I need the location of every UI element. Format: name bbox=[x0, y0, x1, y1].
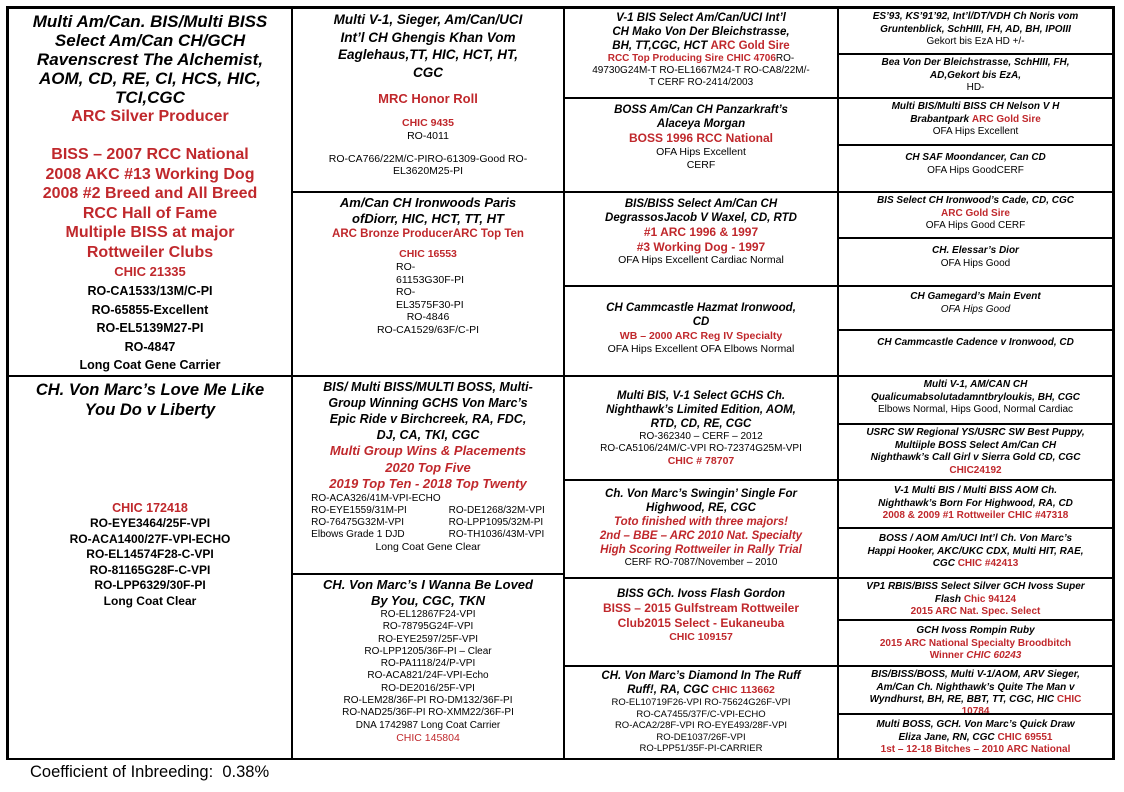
g3-title: WB – 2000 ARC Reg IV Specialty bbox=[619, 330, 783, 342]
g4-name-line: Wyndhurst, BH, RE, BBT, TT, CGC, HIC bbox=[869, 694, 1055, 705]
g4-health: Elbows Normal, Hips Good, Normal Cardiac bbox=[877, 404, 1074, 415]
dam-health: RO-EL14574F28-C-VPI bbox=[86, 547, 214, 561]
ds-name-line: DJ, CA, TKI, CGC bbox=[376, 428, 480, 442]
sd-name-line: ofDiorr, HIC, HCT, TT, HT bbox=[352, 211, 504, 226]
g4-health: OFA Hips Good CERF bbox=[925, 220, 1026, 231]
g3-name-line: Alaceya Morgan bbox=[656, 118, 746, 130]
g4-box bbox=[838, 424, 1113, 480]
g4-box bbox=[838, 714, 1113, 760]
g4-health: OFA Hips Good bbox=[940, 303, 1011, 315]
sds-box bbox=[564, 192, 838, 286]
coi-label: Coefficient of Inbreeding: bbox=[30, 763, 214, 781]
g3-health: OFA Hips Excellent Cardiac Normal bbox=[618, 254, 784, 266]
coefficient-of-inbreeding bbox=[30, 760, 269, 784]
g4-name-line: BIS/BISS/BOSS, Multi V-1/AOM, ARV Sieger, bbox=[871, 669, 1080, 680]
g3-honor: #3 Working Dog - 1997 bbox=[636, 239, 766, 254]
g4-name-line: BOSS / AOM Am/UCI Int’l Ch. Von Marc’s bbox=[878, 533, 1073, 544]
g4-honor: 1st – 12-18 Bitches – 2010 ARC National bbox=[880, 744, 1071, 755]
sdd-box bbox=[564, 286, 838, 376]
g3-honor: Toto finished with three majors! bbox=[614, 516, 788, 528]
g4-name-line: VP1 RBIS/BISS Select Silver GCH Ivoss Super bbox=[866, 581, 1085, 592]
sire-name-line: TCI,CGC bbox=[115, 88, 185, 107]
g4-name-line: CH SAF Moondancer, Can CD bbox=[905, 152, 1046, 163]
g4-name-line: Multi V-1, AM/CAN CH bbox=[923, 379, 1028, 390]
ds-honor: Multi Group Wins & Placements bbox=[329, 443, 527, 458]
g4-name-line: Nighthawk’s Born For Highwood, RA, CD bbox=[878, 497, 1073, 509]
sire-honor: BISS – 2007 RCC National bbox=[51, 146, 249, 163]
g4-chic: CHIC 60243 bbox=[966, 650, 1022, 661]
g3-name-line: Multi BIS, V-1 Select GCHS Ch. bbox=[616, 390, 786, 402]
g3-health: T CERF RO-2414/2003 bbox=[648, 77, 754, 88]
sire-chic: CHIC 21335 bbox=[114, 264, 186, 279]
g3-name-line: BH, TT,CGC, HCT bbox=[612, 40, 708, 52]
ds-name-line: BIS/ Multi BISS/MULTI BOSS, Multi- bbox=[323, 380, 533, 394]
g3-name-line: Nighthawk’s Limited Edition, AOM, bbox=[606, 404, 796, 416]
sire-title: ARC Silver Producer bbox=[71, 108, 229, 125]
ss-name-line: CGC bbox=[413, 64, 443, 80]
g4-name-line: Bea Von Der Bleichstrasse, SchHIII, FH, bbox=[881, 57, 1070, 68]
g3-name-line: BOSS Am/Can CH Panzarkraft’s bbox=[614, 104, 788, 116]
sd-health: RO- bbox=[396, 286, 416, 298]
g4-honor: 2015 ARC Nat. Spec. Select bbox=[910, 606, 1041, 617]
g3-chic: CHIC 113662 bbox=[711, 684, 775, 696]
sire-box bbox=[8, 8, 292, 376]
g3-chic: CHIC # 78707 bbox=[667, 455, 735, 467]
ds-health bbox=[445, 493, 549, 505]
g4-name-line: Happi Hooker, AKC/UKC CDX, Multi HIT, RAE, bbox=[867, 545, 1084, 557]
g4-name-line: Brabantpark bbox=[910, 113, 970, 125]
g3-health: CERF bbox=[686, 159, 716, 171]
g3-honor: #1 ARC 1996 & 1997 bbox=[643, 225, 759, 239]
g4-name-line: Gruntenblick, SchHIII, FH, AD, BH, IPOIII bbox=[880, 23, 1071, 35]
g4-box bbox=[838, 578, 1113, 620]
g4-name-line: BIS Select CH Ironwood’s Cade, CD, CGC bbox=[876, 195, 1075, 206]
g4-name-line: CH. Elessar’s Dior bbox=[932, 245, 1019, 256]
g3-name-line: BIS/BISS Select Am/Can CH bbox=[624, 198, 778, 210]
sire-health: RO-CA1533/13M/C-PI bbox=[87, 284, 213, 298]
g3-health: RO-LPP51/35F-PI-CARRIER bbox=[639, 743, 763, 754]
g4-health: OFA Hips Excellent bbox=[932, 126, 1019, 137]
sire-health: RO-4847 bbox=[124, 339, 176, 354]
sss-box bbox=[564, 8, 838, 98]
sire-health: RO-EL5139M27-PI bbox=[96, 321, 204, 335]
g4-name-line: Nighthawk’s Call Girl v Sierra Gold CD, CGC bbox=[870, 452, 1081, 463]
g4-chic: CHIC #47318 bbox=[1007, 510, 1069, 521]
g4-box bbox=[838, 192, 1113, 238]
g3-name-line: DegrassosJacob V Waxel, CD, RTD bbox=[605, 212, 797, 224]
dam-health: RO-ACA1400/27F-VPI-ECHO bbox=[69, 531, 231, 546]
g3-title: ARC Gold Sire bbox=[710, 40, 790, 52]
dd-health: RO-DE2016/25F-VPI bbox=[381, 682, 475, 694]
coi-value: 0.38% bbox=[222, 763, 270, 781]
ds-health: RO-TH1036/43M-VPI bbox=[448, 528, 545, 540]
sire-sire-box bbox=[292, 8, 564, 192]
ds-health: RO-LPP1095/32M-PI bbox=[448, 516, 544, 528]
ss-health bbox=[296, 143, 560, 153]
g4-chic: CHIC24192 bbox=[949, 464, 1002, 476]
dam-box bbox=[8, 376, 292, 760]
g3-honor: Club2015 Select - Eukaneuba bbox=[617, 616, 785, 630]
sd-health: 61153G30F-PI bbox=[396, 273, 465, 286]
dd-chic: CHIC 145804 bbox=[396, 731, 460, 744]
g3-health: RO-DE1037/26F-VPI bbox=[656, 731, 746, 743]
g3-name-line: RTD, CD, RE, CGC bbox=[650, 418, 752, 430]
ss-name-line: Int’l CH Ghengis Khan Vom bbox=[340, 29, 516, 45]
ds-health-table bbox=[307, 493, 549, 541]
dam-health: RO-EYE3464/25F-VPI bbox=[89, 516, 211, 530]
g4-name-line: Multi BOSS, GCH. Von Marc’s Quick Draw bbox=[876, 719, 1075, 730]
sire-name-line: Ravenscrest The Alchemist, bbox=[36, 50, 264, 69]
dss-box bbox=[564, 376, 838, 480]
sd-chic: CHIC 16553 bbox=[399, 248, 457, 260]
g4-name-line: Multiiple BOSS Select Am/Can CH bbox=[894, 439, 1057, 451]
g4-box bbox=[838, 54, 1113, 98]
dd-health: RO-PA1118/24/P-VPI bbox=[380, 658, 476, 670]
sire-honor: RCC Hall of Fame bbox=[82, 204, 218, 222]
g3-health: RO-362340 – CERF – 2012 bbox=[639, 431, 763, 442]
g3-title: BOSS 1996 RCC National bbox=[628, 131, 774, 145]
ssd-box bbox=[564, 98, 838, 192]
dd-health: RO-EL12867F24-VPI bbox=[380, 609, 476, 620]
g3-health: OFA Hips Excellent bbox=[656, 146, 746, 158]
ds-footer: Long Coat Gene Clear bbox=[375, 540, 481, 553]
dd-health: RO-LPP1205/36F-PI – Clear bbox=[364, 645, 492, 657]
dam-dam-box bbox=[292, 574, 564, 760]
dd-name-line: By You, CGC, TKN bbox=[370, 593, 486, 608]
ds-health: RO-ACA326/41M-VPI-ECHO bbox=[311, 492, 441, 504]
g4-chic: 10784 bbox=[961, 705, 990, 714]
g4-chic: CHIC 69551 bbox=[997, 731, 1053, 743]
ds-health-row bbox=[307, 505, 549, 517]
sire-honor: Rottweiler Clubs bbox=[86, 243, 214, 261]
ds-honor: 2020 Top Five bbox=[385, 459, 471, 475]
ss-health: RO-4011 bbox=[407, 130, 449, 142]
dam-name-line: You Do v Liberty bbox=[84, 401, 216, 419]
g4-name-line: Qualicumabsolutadamntbryloukis, BH, CGC bbox=[871, 391, 1080, 403]
dd-health: RO-78795G24F-VPI bbox=[382, 621, 474, 633]
dd-health: RO-LEM28/36F-PI RO-DM132/36F-PI bbox=[343, 695, 513, 707]
dam-sire-box bbox=[292, 376, 564, 574]
g4-name-line: USRC SW Regional YS/USRC SW Best Puppy, bbox=[866, 427, 1085, 438]
g3-health: RO-CA5106/24M/C-VPI RO-72374G25M-VPI bbox=[600, 443, 802, 454]
g4-box bbox=[838, 666, 1113, 714]
sire-honor: 2008 AKC #13 Working Dog bbox=[45, 165, 255, 183]
g4-name-line: V-1 Multi BIS / Multi BISS AOM Ch. bbox=[893, 485, 1058, 496]
g3-name-line: BISS GCh. Ivoss Flash Gordon bbox=[616, 588, 786, 600]
ds-honor: 2019 Top Ten - 2018 Top Twenty bbox=[329, 476, 527, 491]
dam-health: RO-81165G28F-C-VPI bbox=[89, 562, 211, 577]
sire-dam-box bbox=[292, 192, 564, 376]
sire-honor: 2008 #2 Breed and All Breed bbox=[42, 185, 258, 202]
sd-title: ARC Bronze ProducerARC Top Ten bbox=[332, 228, 524, 240]
sd-health: RO-CA1529/63F/C-PI bbox=[376, 323, 480, 336]
sd-health: EL3575F30-PI bbox=[396, 298, 464, 311]
dsd-box bbox=[564, 480, 838, 578]
g4-health: OFA Hips GoodCERF bbox=[927, 164, 1024, 176]
g3-name-line: CH Cammcastle Hazmat Ironwood, bbox=[606, 302, 796, 314]
g4-name-line: Flash bbox=[934, 593, 962, 605]
g3-name-line: Highwood, RE, CGC bbox=[646, 502, 756, 514]
g4-name-line: Am/Can Ch. Nighthawk’s Quite The Man v bbox=[876, 681, 1075, 693]
g4-box bbox=[838, 286, 1113, 330]
g4-box bbox=[838, 528, 1113, 578]
g4-name-line: CH Cammcastle Cadence v Ironwood, CD bbox=[877, 337, 1074, 348]
dam-health: RO-LPP6329/30F-PI bbox=[94, 578, 206, 592]
g3-honor: BISS – 2015 Gulfstream Rottweiler bbox=[602, 601, 800, 615]
sd-health: RO-4846 bbox=[406, 311, 450, 323]
g4-box bbox=[838, 145, 1113, 192]
g4-chic: Chic 94124 bbox=[963, 593, 1017, 605]
sd-health: RO- bbox=[396, 261, 416, 273]
ds-health: RO-DE1268/32M-VPI bbox=[448, 504, 545, 516]
g4-name-line: CGC bbox=[932, 558, 955, 569]
g4-name-line: AD,Gekort bis EzA, bbox=[929, 69, 1022, 81]
dd-health: DNA 1742987 Long Coat Carrier bbox=[355, 719, 501, 731]
g4-name-line: GCH Ivoss Rompin Ruby bbox=[916, 625, 1035, 636]
sire-honor: Multiple BISS at major bbox=[65, 224, 235, 241]
ds-health-row bbox=[307, 517, 549, 529]
dam-name-line: CH. Von Marc’s Love Me Like bbox=[35, 381, 265, 399]
dds-box bbox=[564, 578, 838, 666]
ds-health: RO-76475G32M-VPI bbox=[311, 516, 404, 528]
sire-health: RO-65855-Excellent bbox=[91, 302, 209, 317]
ds-name-line: Group Winning GCHS Von Marc’s bbox=[328, 396, 528, 410]
ds-health: RO-EYE1559/31M-PI bbox=[311, 504, 407, 516]
ss-health: EL3620M25-PI bbox=[392, 165, 464, 177]
g4-honor: 2015 ARC National Specialty Broodbitch bbox=[879, 637, 1072, 649]
g4-box bbox=[838, 8, 1113, 54]
sire-health: Long Coat Gene Carrier bbox=[79, 358, 221, 372]
ss-title: MRC Honor Roll bbox=[378, 91, 478, 106]
sd-name-line: Am/Can CH Ironwoods Paris bbox=[339, 195, 517, 210]
g3-health: RO-EL10719F26-VPI RO-75624G26F-VPI bbox=[611, 697, 791, 708]
g4-box bbox=[838, 98, 1113, 145]
sire-name-line: Select Am/Can CH/GCH bbox=[54, 31, 246, 50]
dd-health: RO-NAD25/36F-PI RO-XMM22/36F-PI bbox=[342, 707, 514, 719]
g3-health: CERF RO-7087/November – 2010 bbox=[624, 557, 778, 568]
dd-health: RO-EYE2597/25F-VPI bbox=[377, 633, 479, 645]
g3-honor: High Scoring Rottweiler in Rally Trial bbox=[600, 544, 802, 556]
g4-health: Gekort bis EzA HD +/- bbox=[926, 36, 1025, 47]
dam-health: Long Coat Clear bbox=[103, 593, 197, 608]
g4-box bbox=[838, 620, 1113, 666]
g4-name-line: Eliza Jane, RN, CGC bbox=[898, 731, 995, 743]
ddd-box bbox=[564, 666, 838, 760]
g4-name-line: Multi BIS/Multi BISS CH Nelson V H bbox=[891, 101, 1060, 112]
g4-health: OFA Hips Good bbox=[940, 257, 1011, 269]
dd-name-line: CH. Von Marc’s I Wanna Be Loved bbox=[323, 577, 533, 592]
g3-line-tail: RO- bbox=[775, 53, 795, 64]
g3-name-line: V-1 BIS Select Am/Can/UCI Int’l bbox=[616, 12, 786, 24]
ss-name-line: Multi V-1, Sieger, Am/Can/UCI bbox=[333, 12, 523, 27]
g3-health: RO-CA7455/37F/C-VPI-ECHO bbox=[636, 708, 766, 720]
ss-name-line: Eaglehaus,TT, HIC, HCT, HT, bbox=[337, 47, 518, 62]
g4-name-line: ES’93, KS’91’92, Int’l/DT/VDH Ch Noris vom bbox=[872, 11, 1079, 22]
g4-title: ARC Gold Sire bbox=[941, 207, 1010, 219]
g4-name-line: CH Gamegard’s Main Event bbox=[910, 291, 1041, 302]
sire-name-line: AOM, CD, RE, CI, HCS, HIC, bbox=[39, 69, 261, 88]
g4-honor: Winner bbox=[929, 650, 964, 661]
ds-health-row bbox=[307, 493, 549, 505]
pedigree-chart bbox=[6, 6, 1115, 760]
g4-box bbox=[838, 330, 1113, 376]
g4-health: HD- bbox=[966, 82, 985, 93]
sire-name-line: Multi Am/Can. BIS/Multi BISS bbox=[32, 12, 268, 31]
g3-name-line: Ch. Von Marc’s Swingin’ Single For bbox=[605, 488, 797, 500]
dd-health: RO-ACA821/24F-VPI-Echo bbox=[367, 670, 489, 682]
g3-honor: 2nd – BBE – ARC 2010 Nat. Specialty bbox=[599, 530, 803, 542]
ds-name-line: Epic Ride v Birchcreek, RA, FDC, bbox=[329, 412, 527, 426]
g4-chic: CHIC bbox=[1056, 694, 1082, 705]
g4-title: ARC Gold Sire bbox=[971, 113, 1041, 125]
g3-health: OFA Hips Excellent OFA Elbows Normal bbox=[607, 343, 795, 355]
ds-health-row bbox=[307, 529, 549, 541]
g3-health: RO-ACA2/28F-VPI RO-EYE493/28F-VPI bbox=[614, 720, 788, 731]
g3-chic: CHIC 109157 bbox=[669, 631, 733, 643]
ds-health: Elbows Grade 1 DJD bbox=[311, 528, 405, 540]
g4-box bbox=[838, 376, 1113, 424]
g4-box bbox=[838, 480, 1113, 528]
dam-chic: CHIC 172418 bbox=[112, 501, 188, 515]
g4-chic: CHIC #42413 bbox=[957, 558, 1019, 569]
g3-line-red: RCC Top Producing Sire CHIC 4706 bbox=[607, 53, 776, 64]
g3-name-line: Ruff!, RA, CGC bbox=[627, 684, 709, 696]
g3-name-line: CH. Von Marc’s Diamond In The Ruff bbox=[601, 670, 801, 682]
ss-health: RO-CA766/22M/C-PIRO-61309-Good RO- bbox=[328, 152, 528, 165]
g3-name-line: CH Mako Von Der Bleichstrasse, bbox=[612, 26, 790, 38]
ss-chic: CHIC 9435 bbox=[402, 117, 454, 129]
g4-box bbox=[838, 238, 1113, 286]
g3-health: 49730G24M-T RO-EL1667M24-T RO-CA8/22M/- bbox=[592, 65, 810, 76]
g4-honor: 2008 & 2009 #1 Rottweiler bbox=[882, 510, 1005, 521]
g3-name-line: CD bbox=[692, 316, 710, 328]
